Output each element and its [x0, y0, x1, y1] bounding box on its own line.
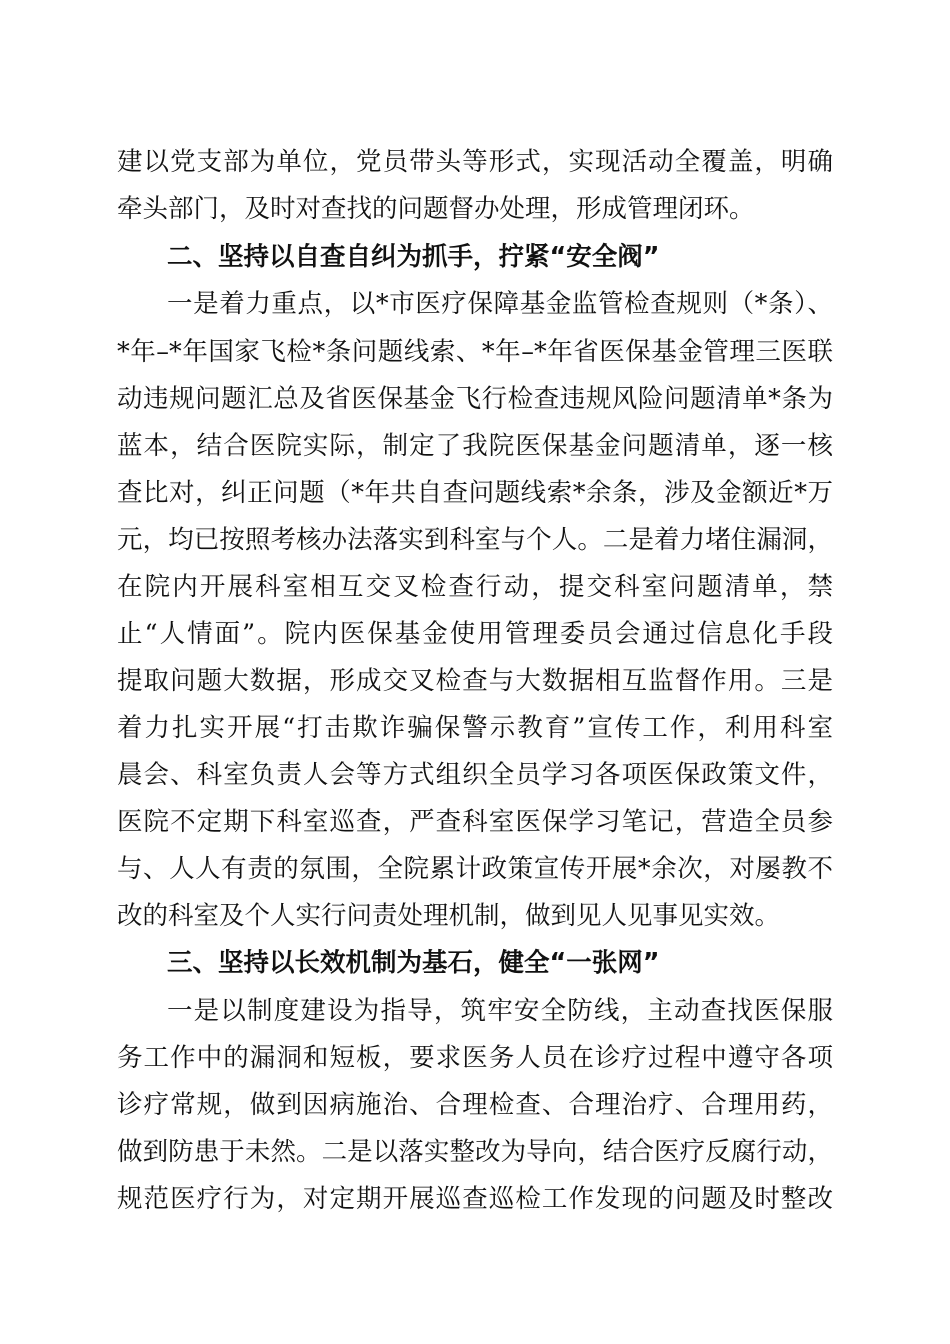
section-heading-3: 三、坚持以长效机制为基石，健全“一张网” [167, 948, 660, 978]
body-text-line: 在院内开展科室相互交叉检查行动，提交科室问题清单，禁 [117, 572, 833, 602]
body-text-line: 做到防患于未然。二是以落实整改为导向，结合医疗反腐行动， [117, 1137, 833, 1167]
body-text-line: 查比对，纠正问题（*年共自查问题线索*余条，涉及金额近*万 [117, 478, 833, 508]
body-text-line: 医院不定期下科室巡查，严查科室医保学习笔记，营造全员参 [117, 807, 833, 837]
body-text-line: 止“人情面”。院内医保基金使用管理委员会通过信息化手段 [117, 619, 833, 649]
body-text-line: 动违规问题汇总及省医保基金飞行检查违规风险问题清单*条为 [117, 384, 833, 414]
body-text-line: *年–*年国家飞检*条问题线索、*年–*年省医保基金管理三医联 [117, 337, 833, 367]
body-text-line: 规范医疗行为，对定期开展巡查巡检工作发现的问题及时整改 [117, 1184, 833, 1214]
body-text-line: 牵头部门，及时对查找的问题督办处理，形成管理闭环。 [117, 194, 755, 224]
body-text-line: 提取问题大数据，形成交叉检查与大数据相互监督作用。三是 [117, 666, 833, 696]
paragraph-first-line: 一是着力重点，以*市医疗保障基金监管检查规则（*条）、 [167, 289, 833, 319]
body-text-line: 改的科室及个人实行问责处理机制，做到见人见事见实效。 [117, 901, 781, 931]
body-text-line: 蓝本，结合医院实际，制定了我院医保基金问题清单，逐一核 [117, 431, 833, 461]
body-text-line: 着力扎实开展“打击欺诈骗保警示教育”宣传工作，利用科室 [117, 713, 833, 743]
paragraph-first-line: 一是以制度建设为指导，筑牢安全防线，主动查找医保服 [167, 996, 833, 1026]
section-heading-2: 二、坚持以自查自纠为抓手，拧紧“安全阀” [167, 242, 660, 272]
body-text-line: 与、人人有责的氛围，全院累计政策宣传开展*余次，对屡教不 [117, 854, 833, 884]
body-text-line: 晨会、科室负责人会等方式组织全员学习各项医保政策文件， [117, 760, 833, 790]
body-text-line: 建以党支部为单位，党员带头等形式，实现活动全覆盖，明确 [117, 147, 833, 177]
body-text-line: 元，均已按照考核办法落实到科室与个人。二是着力堵住漏洞， [117, 525, 833, 555]
body-text-line: 务工作中的漏洞和短板，要求医务人员在诊疗过程中遵守各项 [117, 1043, 833, 1073]
body-text-line: 诊疗常规，做到因病施治、合理检查、合理治疗、合理用药， [117, 1090, 833, 1120]
